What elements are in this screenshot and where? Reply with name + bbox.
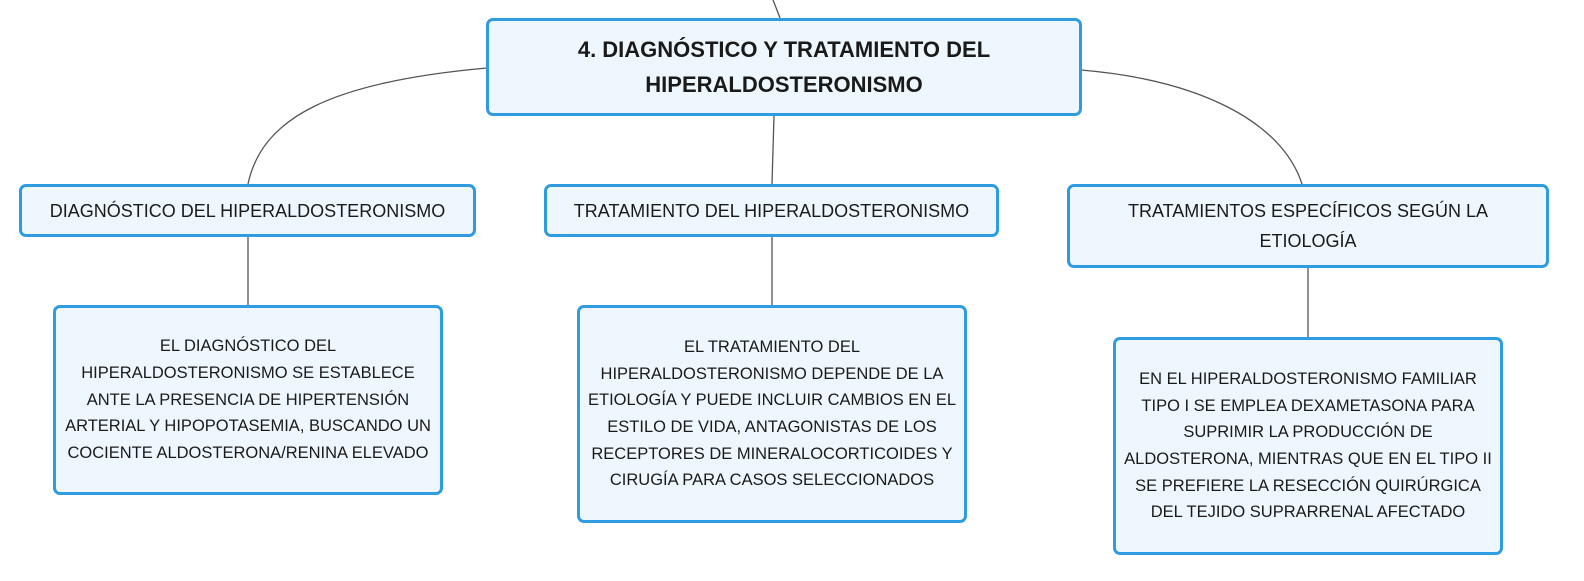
subtopic-diagnostico-detail[interactable]: [53, 305, 443, 495]
subtopic-diagnostico-text: EL DIAGNÓSTICO DEL HIPERALDOSTERONISMO SE ESTABLECE ANTE LA PRESENCIA DE HIPERTENSIÓN ARTERIAL Y HIPOPOTASEMIA, BUSCANDO UN COCIENTE ALDOSTERONA/RENINA ELEVADO: [65, 337, 431, 463]
connector-central-to-especificos: [1081, 70, 1302, 184]
central-topic-title: 4. DIAGNÓSTICO Y TRATAMIENTO DEL HIPERALDOSTERONISMO: [577, 37, 991, 97]
topic-diagnostico[interactable]: [19, 184, 476, 237]
subtopic-tratamiento-text: EL TRATAMIENTO DEL HIPERALDOSTERONISMO DEPENDE DE LA ETIOLOGÍA Y PUEDE INCLUIR CAMBIOS EN EL ESTILO DE VIDA, ANTAGONISTAS DE LOS RECEPTORES DE MINERALOCORTICOIDES Y CIRUGÍA PARA CASOS SELECCIONADOS: [588, 337, 956, 490]
topic-tratamientos-especificos-label: TRATAMIENTOS ESPECÍFICOS SEGÚN LA ETIOLOGÍA: [1127, 201, 1489, 251]
connector-central-to-diagnostico: [248, 68, 487, 184]
topic-tratamiento[interactable]: [544, 184, 999, 237]
topic-diagnostico-label: DIAGNÓSTICO DEL HIPERALDOSTERONISMO: [49, 200, 446, 221]
connector-central-to-tratamiento: [772, 116, 774, 184]
subtopic-especificos-text: EN EL HIPERALDOSTERONISMO FAMILIAR TIPO I SE EMPLEA DEXAMETASONA PARA SUPRIMIR LA PRODUCCIÓN DE ALDOSTERONA, MIENTRAS QUE EN EL TIPO II SE PREFIERE LA RESECCIÓN QUIRÚRGICA DEL TEJIDO SUPRARRENAL AFECTADO: [1124, 369, 1492, 522]
subtopic-especificos-detail[interactable]: [1113, 337, 1503, 555]
central-topic-node[interactable]: [486, 18, 1082, 116]
topic-tratamiento-label: TRATAMIENTO DEL HIPERALDOSTERONISMO: [573, 200, 970, 221]
connector-parent-to-central: [773, 0, 780, 18]
subtopic-tratamiento-detail[interactable]: [577, 305, 967, 523]
topic-tratamientos-especificos[interactable]: [1067, 184, 1549, 268]
